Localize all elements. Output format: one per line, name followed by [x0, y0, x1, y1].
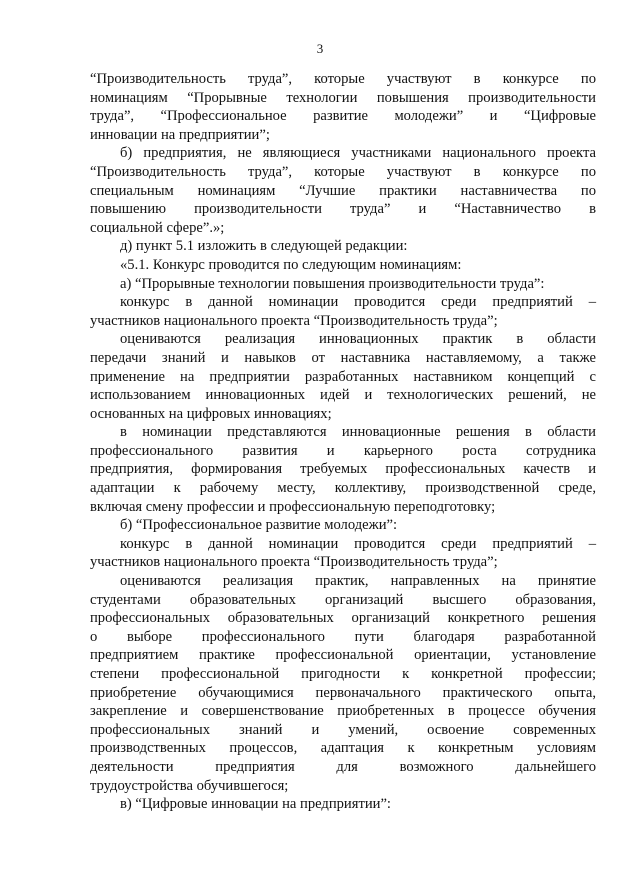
text-line: социальной сфере”.»; — [90, 219, 225, 236]
text-line: “Производительность труда”, которые участвуют в конкурсе по — [90, 163, 596, 180]
text-line: б) предприятия, не являющиеся участниками национального проекта — [120, 145, 596, 162]
text-line: «5.1. Конкурс проводится по следующим номинациям: — [120, 256, 462, 273]
text-line: степени профессиональной пригодности к конкретной профессии; — [90, 666, 596, 682]
text-line: конкурс в данной номинации проводится среди предприятий – — [120, 535, 596, 552]
text-line: труда”, “Профессиональное развитие молодежи” и “Цифровые — [90, 108, 596, 125]
text-line: участников национального проекта “Производительность труда”; — [90, 312, 498, 329]
text-line: применение на предприятии разработанных наставником концепций с — [90, 368, 596, 385]
document-body — [90, 70, 596, 814]
text-line: участников национального проекта “Производительность труда”; — [90, 554, 498, 571]
text-line: приобретение обучающимися первоначального практического опыта, — [90, 684, 596, 701]
text-line: инновации на предприятии”; — [90, 126, 270, 143]
text-line: профессиональных знаний и умений, освоение современных — [90, 721, 596, 738]
text-line: б) “Профессиональное развитие молодежи”: — [120, 517, 398, 534]
text-line: студентами образовательных организаций высшего образования, — [90, 591, 596, 608]
text-line: включая смену профессии и профессиональную переподготовку; — [90, 498, 496, 515]
text-line: закрепление и совершенствование приобретенных в процессе обучения — [90, 703, 596, 720]
text-line: а) “Прорывные технологии повышения производительности труда”: — [120, 275, 545, 292]
text-line: номинациям “Прорывные технологии повышения производительности — [90, 89, 596, 106]
text-line: адаптации к рабочему месту, коллективу, производственной среде, — [90, 480, 596, 497]
text-line: трудоустройства обучившегося; — [90, 777, 289, 794]
text-line: предприятия, формирования требуемых профессиональных качеств и — [90, 461, 596, 478]
text-line: профессионального развития и карьерного роста сотрудника — [90, 442, 596, 459]
text-line: о выборе профессионального пути благодаря разработанной — [90, 628, 596, 645]
text-line: в номинации представляются инновационные решения в области — [120, 424, 596, 441]
text-line: использованием инновационных идей и технологических решений, не — [90, 387, 596, 404]
text-line: повышению производительности труда” и “Наставничество в — [90, 201, 596, 218]
page-number: 3 — [316, 41, 324, 56]
text-line: предприятием практике профессиональной ориентации, установление — [90, 647, 596, 664]
text-line: передачи знаний и навыков от наставника наставляемому, а также — [90, 349, 596, 366]
text-line: производственных процессов, адаптация к конкретным условиям — [90, 740, 596, 757]
text-line: в) “Цифровые инновации на предприятии”: — [120, 796, 391, 813]
text-line: “Производительность труда”, которые участвуют в конкурсе по — [90, 71, 596, 87]
text-line: специальным номинациям “Лучшие практики наставничества по — [90, 182, 596, 199]
text-line: профессиональных образовательных организаций конкретного решения — [90, 610, 596, 627]
text-line: оцениваются реализация практик, направленных на принятие — [120, 573, 596, 590]
text-line: оцениваются реализация инновационных практик в области — [120, 331, 596, 348]
text-line: д) пункт 5.1 изложить в следующей редакции: — [120, 238, 408, 255]
text-line: деятельности предприятия для возможного дальнейшего — [90, 758, 596, 775]
text-line: основанных на цифровых инновациях; — [90, 405, 332, 422]
text-line: конкурс в данной номинации проводится среди предприятий – — [120, 294, 596, 311]
